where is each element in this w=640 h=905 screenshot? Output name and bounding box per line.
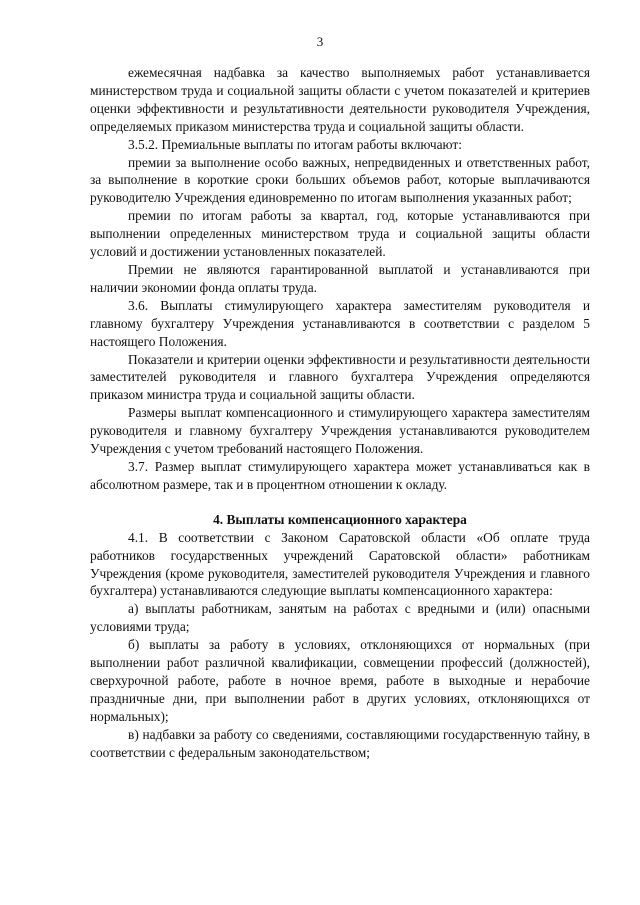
- paragraph: премии за выполнение особо важных, непредвиденных и ответственных работ, за выполнение в короткие сроки больших объемов работ, которые выплачиваются руководителю Учреждения единовременно по итогам выполнения указанных работ;: [90, 154, 590, 206]
- paragraph: 3.5.2. Премиальные выплаты по итогам работы включают:: [128, 136, 462, 152]
- paragraph: Показатели и критерии оценки эффективности и результативности деятельности заместителей руководителя и главного бухгалтера Учреждения определяются приказом министра труда и социальной защиты области.: [90, 351, 590, 403]
- paragraph: б) выплаты за работу в условиях, отклоняющихся от нормальных (при выполнении работ различной квалификации, совмещении профессий (должностей), сверхурочной работе, работе в ночное время, работе в выходные и нерабочие праздничные дни, при выполнении работ в других условиях, отклоняющихся от нормальных);: [90, 637, 590, 724]
- paragraph: Премии не являются гарантированной выплатой и устанавливаются при наличии экономии фонда оплаты труда.: [90, 261, 590, 295]
- paragraph: премии по итогам работы за квартал, год, которые устанавливаются при выполнении определенных министерством труда и социальной защиты области условий и достижении установленных показателей.: [90, 208, 590, 260]
- document-body: [90, 64, 590, 762]
- paragraph: 3.6. Выплаты стимулирующего характера заместителям руководителя и главному бухгалтеру Учреждения устанавливаются в соответствии с разделом 5 настоящего Положения.: [90, 297, 590, 349]
- paragraph: Размеры выплат компенсационного и стимулирующего характера заместителям руководителя и главному бухгалтеру Учреждения устанавливаются руководителем Учреждения с учетом требований настоящего Положения.: [90, 405, 590, 457]
- paragraph: а) выплаты работникам, занятым на работах с вредными и (или) опасными условиями труда;: [90, 601, 590, 635]
- section-heading: 4. Выплаты компенсационного характера: [213, 511, 467, 527]
- paragraph: в) надбавки за работу со сведениями, составляющими государственную тайну, в соответствии с федеральным законодательством;: [90, 726, 590, 760]
- page-number: 3: [316, 34, 324, 49]
- paragraph: 3.7. Размер выплат стимулирующего характера может устанавливаться как в абсолютном размере, так и в процентном отношении к окладу.: [90, 458, 590, 492]
- paragraph: 4.1. В соответствии с Законом Саратовской области «Об оплате труда работников государственных учреждений Саратовской области» работникам Учреждения (кроме руководителя, заместителей руководителя Учреждения и главного бухгалтера) устанавливаются следующие выплаты компенсационного характера:: [90, 529, 590, 599]
- paragraph: ежемесячная надбавка за качество выполняемых работ устанавливается министерством труда и социальной защиты области с учетом показателей и критериев оценки эффективности и результативности деятельности руководителя Учреждения, определяемых приказом министерства труда и социальной защиты области.: [90, 65, 590, 134]
